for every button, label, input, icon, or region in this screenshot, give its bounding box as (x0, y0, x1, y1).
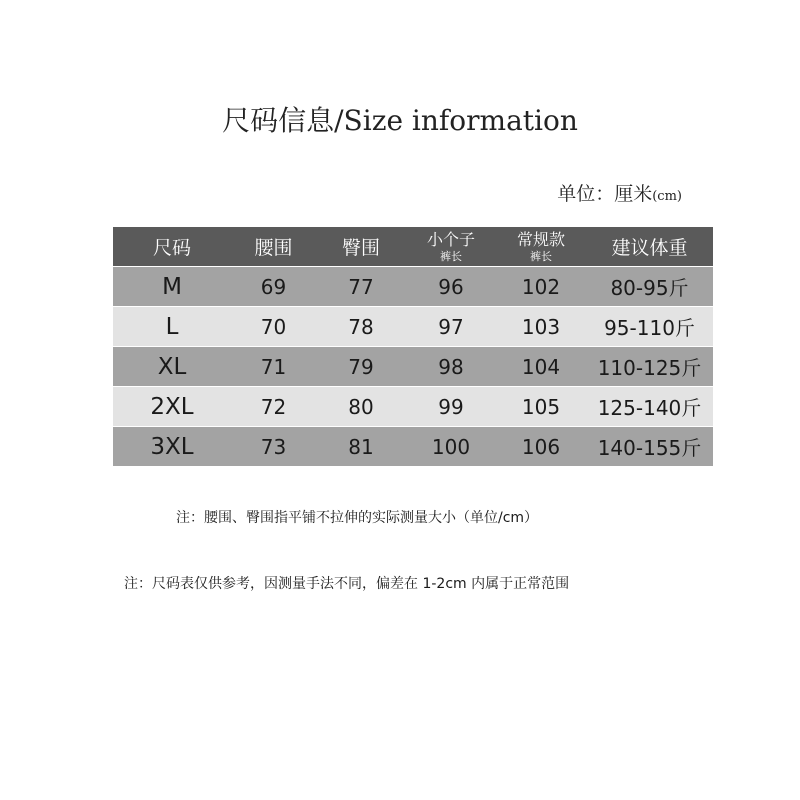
measurement-note: 注：腰围、臀围指平铺不拉伸的实际测量大小（单位/cm） (176, 510, 539, 526)
cell-hip: 80 (348, 394, 374, 419)
page-title: 尺码信息/Size information (222, 104, 578, 137)
size-table (113, 227, 713, 467)
unit-text: 单位：厘米 (557, 183, 653, 205)
cell-regular-length: 105 (521, 394, 561, 419)
cell-size: 2XL (150, 393, 194, 420)
cell-petite-length: 98 (438, 354, 464, 379)
header-regular-sub: 裤长 (530, 249, 552, 263)
header-weight: 建议体重 (611, 237, 688, 259)
cell-petite-length: 96 (438, 274, 464, 299)
cell-petite-length: 99 (438, 394, 464, 419)
cell-hip: 78 (348, 314, 374, 339)
cell-regular-length: 104 (521, 354, 561, 379)
cell-hip: 81 (348, 434, 374, 459)
cell-petite-length: 97 (438, 314, 464, 339)
cell-weight: 80-95斤 (610, 276, 689, 300)
header-hip: 臀围 (341, 237, 380, 259)
tolerance-note: 注：尺码表仅供参考，因测量手法不同，偏差在 1-2cm 内属于正常范围 (124, 576, 570, 592)
unit-cm: (cm) (652, 189, 682, 204)
cell-weight: 140-155斤 (597, 436, 702, 460)
table-header-row (113, 227, 713, 267)
cell-waist: 69 (260, 274, 287, 299)
cell-size: 3XL (150, 433, 194, 460)
cell-waist: 72 (260, 394, 287, 419)
header-petite-sub: 裤长 (440, 249, 462, 263)
cell-weight: 125-140斤 (597, 396, 702, 420)
cell-size: XL (157, 353, 187, 380)
cell-regular-length: 103 (521, 314, 561, 339)
table-row (113, 427, 713, 467)
table-row (113, 387, 713, 427)
cell-weight: 95-110斤 (604, 316, 695, 340)
cell-waist: 70 (260, 314, 287, 339)
header-petite-main: 小个子 (426, 229, 475, 249)
cell-waist: 73 (260, 434, 287, 459)
cell-regular-length: 102 (521, 274, 561, 299)
header-petite-length (406, 227, 496, 266)
unit-label (557, 180, 682, 211)
cell-size: M (162, 273, 182, 300)
cell-weight: 110-125斤 (597, 356, 702, 380)
table-row (113, 307, 713, 347)
cell-petite-length: 100 (431, 434, 471, 459)
cell-size: L (165, 313, 179, 340)
header-regular-length (496, 227, 586, 266)
cell-waist: 71 (260, 354, 287, 379)
header-waist: 腰围 (254, 237, 293, 259)
cell-hip: 77 (348, 274, 374, 299)
cell-regular-length: 106 (521, 434, 561, 459)
table-row (113, 267, 713, 307)
header-size: 尺码 (152, 237, 191, 259)
header-regular-main: 常规款 (516, 229, 565, 249)
cell-hip: 79 (348, 354, 374, 379)
table-row (113, 347, 713, 387)
